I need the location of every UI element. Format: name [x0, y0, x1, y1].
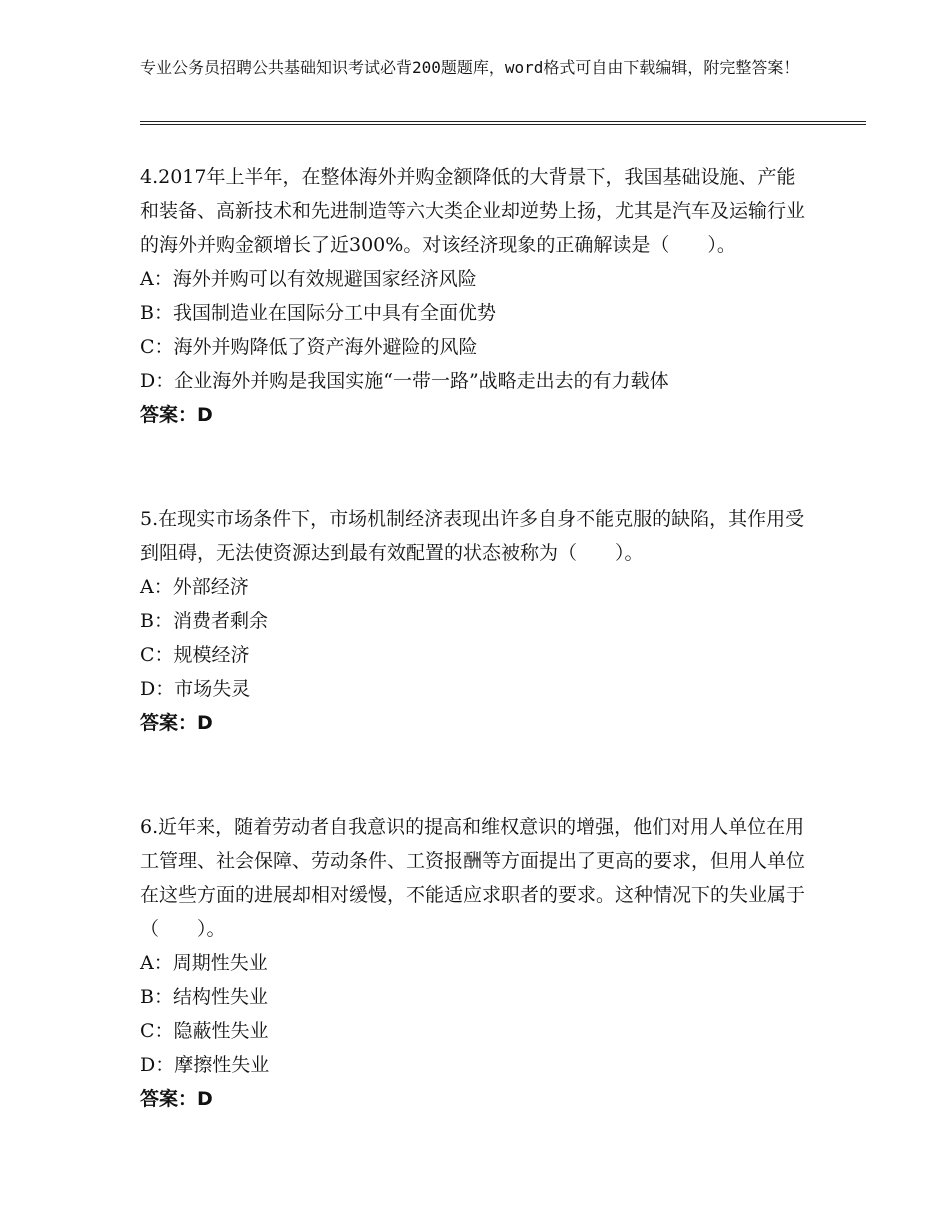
question-stem: 5.在现实市场条件下，市场机制经济表现出许多自身不能克服的缺陷，其作用受到阻碍，无法使资源达到最有效配置的状态被称为（ ）。: [140, 508, 805, 564]
answer: 答案：D: [140, 1088, 213, 1110]
question-5: [140, 502, 810, 740]
option-d: D：企业海外并购是我国实施“一带一路”战略走出去的有力载体: [140, 370, 669, 392]
option-c: C：海外并购降低了资产海外避险的风险: [140, 336, 478, 358]
option-d: D：摩擦性失业: [140, 1054, 270, 1076]
option-d: D：市场失灵: [140, 678, 251, 700]
option-b: B：我国制造业在国际分工中具有全面优势: [140, 302, 496, 324]
option-a: A：周期性失业: [140, 952, 268, 974]
option-a: A：外部经济: [140, 576, 249, 598]
question-4: [140, 160, 810, 432]
option-a: A：海外并购可以有效规避国家经济风险: [140, 268, 477, 290]
document-header: 专业公务员招聘公共基础知识考试必背200题题库，word格式可自由下载编辑，附完整答案！: [140, 58, 800, 77]
question-stem: 6.近年来，随着劳动者自我意识的提高和维权意识的增强，他们对用人单位在用工管理、社会保障、劳动条件、工资报酬等方面提出了更高的要求，但用人单位在这些方面的进展却相对缓慢，不能适应求职者的要求。这种情况下的失业属于（ ）。: [140, 816, 806, 940]
question-stem: 4.2017年上半年，在整体海外并购金额降低的大背景下，我国基础设施、产能和装备、高新技术和先进制造等六大类企业却逆势上扬，尤其是汽车及运输行业的海外并购金额增长了近300%。对该经济现象的正确解读是（ ）。: [140, 166, 806, 256]
option-c: C：规模经济: [140, 644, 250, 666]
option-b: B：消费者剩余: [140, 610, 268, 632]
question-6: [140, 810, 810, 1116]
answer: 答案：D: [140, 712, 213, 734]
answer: 答案：D: [140, 404, 213, 426]
header-divider: [140, 121, 866, 125]
option-b: B：结构性失业: [140, 986, 268, 1008]
option-c: C：隐蔽性失业: [140, 1020, 269, 1042]
